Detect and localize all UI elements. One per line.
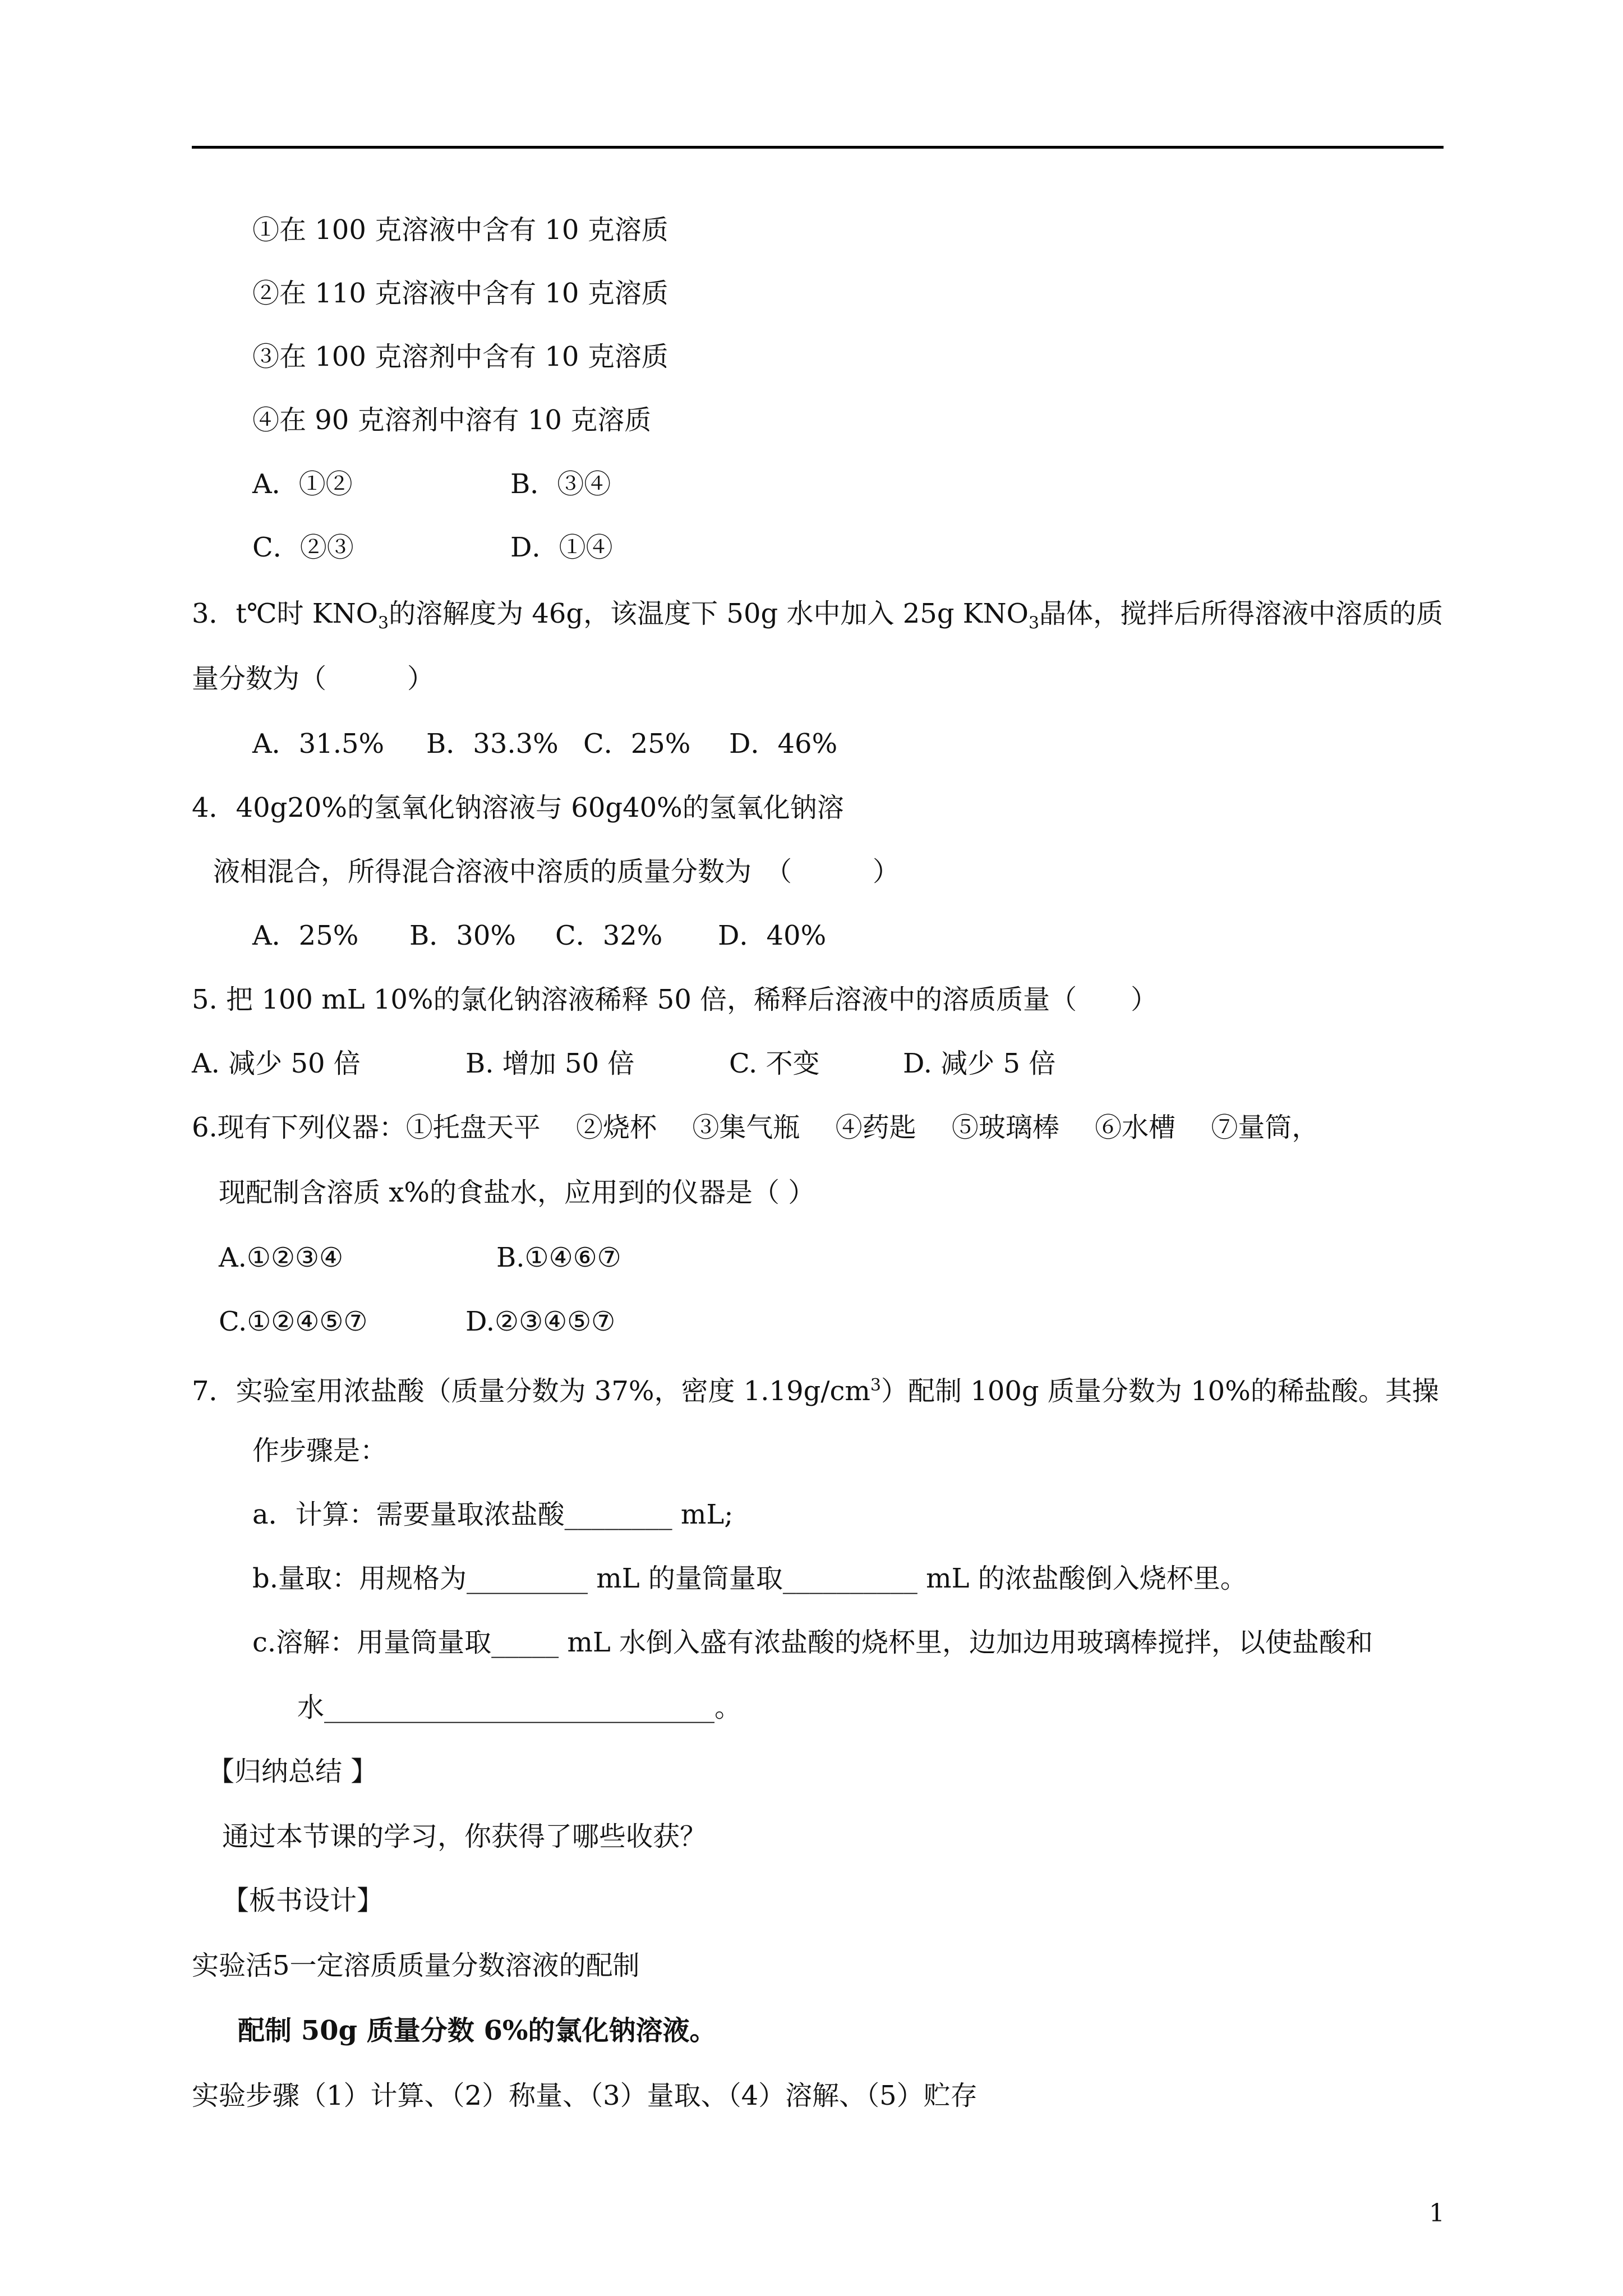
q2-option-a: A．①②	[252, 468, 353, 500]
q6-option-d: D.②③④⑤⑦	[465, 1306, 616, 1337]
q3-line-2: 量分数为（ ）	[192, 663, 435, 694]
q5-line-1: 5. 把 100 mL 10%的氯化钠溶液稀释 50 倍，稀释后溶液中的溶质质量（ ）	[192, 984, 1158, 1015]
q2-item-3: ③在 100 克溶剂中含有 10 克溶质	[252, 341, 668, 372]
q4-option-c: C．32%	[555, 920, 663, 951]
q2-item-2: ②在 110 克溶液中含有 10 克溶质	[252, 278, 668, 309]
q4-option-d: D．40%	[718, 920, 827, 951]
page-number: 1	[1429, 2199, 1445, 2228]
q7-step-a: a．计算：需要量取浓盐酸________ mL;	[252, 1499, 734, 1530]
q4-line-1: 4．40g20%的氢氧化钠溶液与 60g40%的氢氧化钠溶	[192, 792, 844, 823]
q2-item-1: ①在 100 克溶液中含有 10 克溶质	[252, 214, 668, 246]
q5-option-a: A. 减少 50 倍	[192, 1048, 361, 1079]
q2-option-c: C．②③	[252, 532, 354, 563]
q5-option-b: B. 增加 50 倍	[465, 1048, 635, 1079]
q7-step-c-line-2: 水_____________________________。	[297, 1692, 742, 1723]
header-rule	[192, 146, 1444, 149]
board-bold-line: 配制 50g 质量分数 6%的氯化钠溶液。	[238, 2015, 717, 2046]
q6-option-a: A.①②③④	[219, 1242, 344, 1273]
q4-option-b: B．30%	[409, 920, 516, 951]
board-steps: 实验步骤（1）计算、（2）称量、（3）量取、（4）溶解、（5）贮存	[192, 2080, 978, 2111]
q5-option-c: C. 不变	[729, 1048, 820, 1079]
q3-option-a: A．31.5%	[252, 728, 385, 760]
q7-step-c-line-1: c.溶解：用量筒量取_____ mL 水倒入盛有浓盐酸的烧杯里，边加边用玻璃棒搅拌，以使盐酸和	[252, 1627, 1373, 1658]
board-title: 实验活5一定溶质质量分数溶液的配制	[192, 1950, 640, 1981]
q2-option-d: D．①④	[510, 532, 613, 563]
q3-option-d: D．46%	[729, 728, 838, 760]
q7-line-1: 7．实验室用浓盐酸（质量分数为 37%，密度 $1.19g/cm^3$）配制 100g 质量分数为 10%的稀盐酸。其操	[192, 1375, 1439, 1407]
q6-line-1: 6.现有下列仪器：①托盘天平 ②烧杯 ③集气瓶 ④药匙 ⑤玻璃棒 ⑥水槽 ⑦量筒，	[192, 1112, 1319, 1143]
q7-line-2: 作步骤是：	[252, 1435, 388, 1466]
q3-option-c: C．25%	[583, 728, 691, 760]
q6-option-b: B.①④⑥⑦	[496, 1242, 621, 1273]
q5-option-d: D. 减少 5 倍	[903, 1048, 1056, 1079]
q7-step-b: b.量取：用规格为_________ mL 的量筒量取__________ mL 的浓盐酸倒入烧杯里。	[252, 1563, 1247, 1594]
q4-line-2: 液相混合，所得混合溶液中溶质的质量分数为 （ ）	[213, 856, 900, 887]
q2-option-b: B．③④	[510, 468, 611, 500]
summary-text: 通过本节课的学习，你获得了哪些收获？	[222, 1821, 707, 1852]
q3-option-b: B．33.3%	[426, 728, 559, 760]
q3-line-1: 3．t℃时 $KNO_3$的溶解度为 46g，该温度下 50g 水中加入 25g $KNO_3$晶体，搅拌后所得溶液中溶质的质	[192, 598, 1444, 633]
q4-option-a: A．25%	[252, 920, 359, 951]
q2-item-4: ④在 90 克溶剂中溶有 10 克溶质	[252, 404, 652, 436]
q6-option-c: C.①②④⑤⑦	[219, 1306, 368, 1337]
board-heading: 【板书设计】	[222, 1885, 384, 1916]
summary-heading: 【归纳总结 】	[208, 1756, 378, 1787]
q6-line-2: 现配制含溶质 x%的食盐水，应用到的仪器是（ ）	[219, 1177, 815, 1208]
